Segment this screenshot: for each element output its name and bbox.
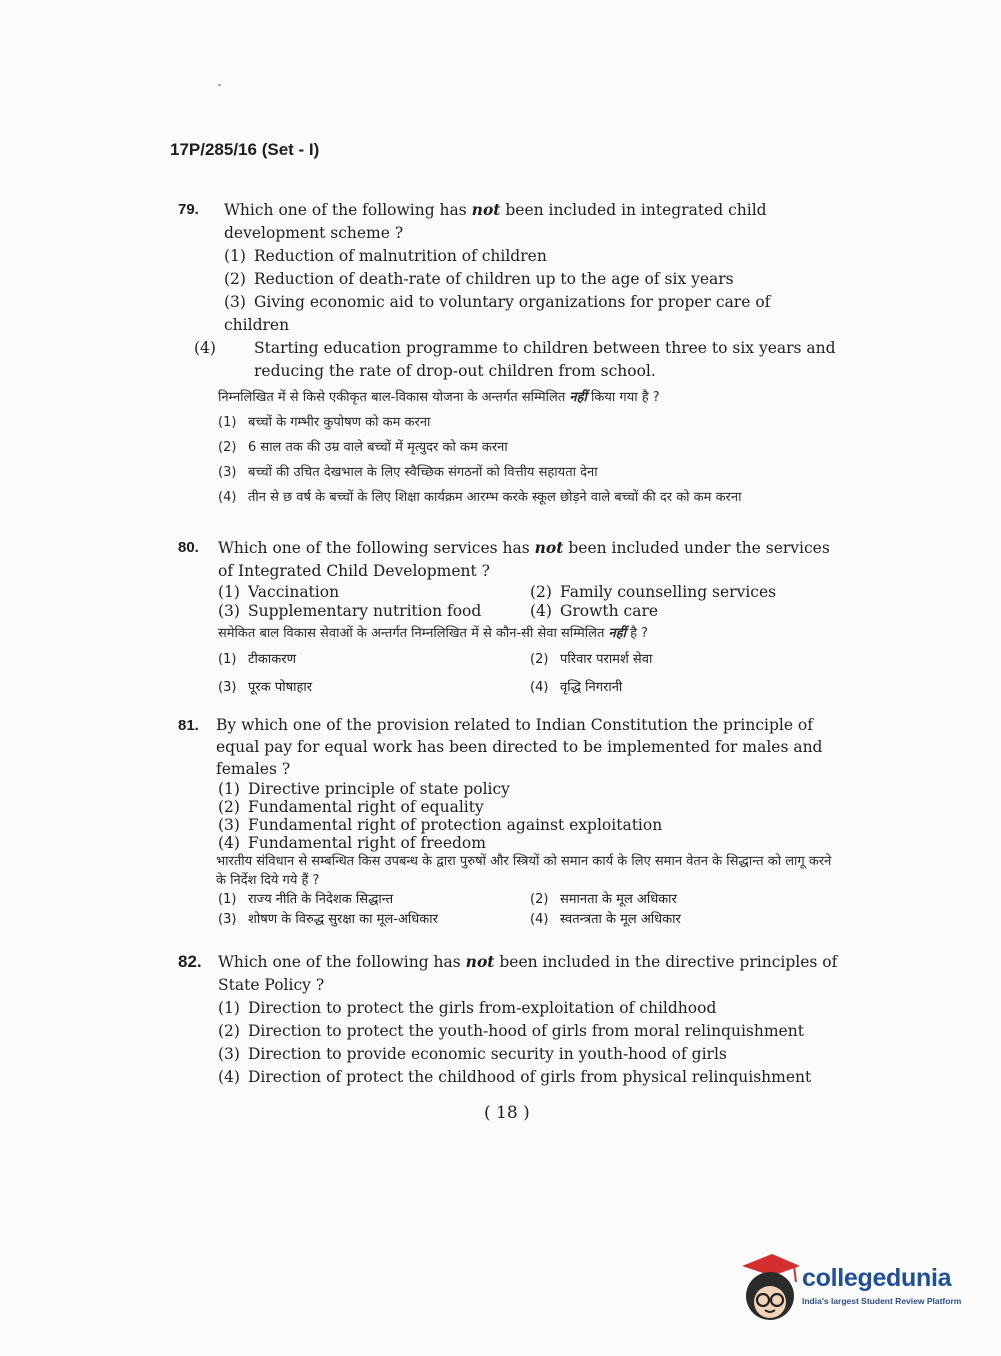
option-3: (3) Fundamental right of protection against exploitation <box>218 816 663 834</box>
options-grid <box>218 583 840 621</box>
scan-mark <box>218 84 221 86</box>
option-4: (4) Starting education programme to children between three to six years and reducing the rate of drop-out children from school. <box>194 339 836 380</box>
hindi-option-2: (2) 6 साल तक की उम्र वाले बच्चों में मृत्युदर को कम करना <box>218 440 508 455</box>
hindi-option-3: (3) बच्चों की उचित देखभाल के लिए स्वैच्छिक संगठनों को वित्तीय सहायता देना <box>218 465 598 480</box>
hindi-option-2: (2) समानता के मूल अधिकार <box>530 892 677 907</box>
hindi-option-1: (1) टीकाकरण <box>218 652 296 667</box>
option-4: (4) Growth care <box>530 602 659 620</box>
option-1: (1) Reduction of malnutrition of children <box>224 247 547 265</box>
hindi-option-2: (2) परिवार परामर्श सेवा <box>530 652 653 667</box>
student-mascot-icon <box>738 1252 802 1332</box>
question-text: By which one of the provision related to Indian Constitution the principle of equal pay for equal work has been directed to be implemented for males and females ? <box>216 716 823 778</box>
hindi-options-grid <box>218 890 840 930</box>
question-number: 81. <box>178 717 199 734</box>
question-number: 79. <box>178 201 199 218</box>
option-1: (1) Vaccination <box>218 583 340 601</box>
question-79 <box>178 198 840 510</box>
option-1: (1) Directive principle of state policy <box>218 780 510 798</box>
option-3: (3) Direction to provide economic security in youth-hood of girls <box>218 1045 727 1063</box>
paper-code: 17P/285/16 (Set - I) <box>170 140 320 159</box>
question-81 <box>178 714 840 930</box>
question-text: Which one of the following has not been included in integrated child development scheme ? <box>224 200 767 242</box>
hindi-question-text: समेकित बाल विकास सेवाओं के अन्तर्गत निम्नलिखित में से कौन-सी सेवा सम्मिलित नहीं है ? <box>218 626 649 641</box>
option-4: (4) Fundamental right of freedom <box>218 834 486 852</box>
collegedunia-logo <box>738 1252 968 1332</box>
hindi-option-4: (4) स्वतन्त्रता के मूल अधिकार <box>530 912 681 927</box>
hindi-question-text: निम्नलिखित में से किसे एकीकृत बाल-विकास योजना के अन्तर्गत सम्मिलित नहीं किया गया है ? <box>218 390 660 405</box>
hindi-question-text: भारतीय संविधान से सम्बन्धित किस उपबन्ध के द्वारा पुरुषों और स्त्रियों को समान कार्य के लिए समान वेतन के सिद्धान्त को लागू करने के निर्देश दिये गये हैं ? <box>216 854 832 888</box>
hindi-option-3: (3) शोषण के विरुद्ध सुरक्षा का मूल-अधिकार <box>218 912 438 927</box>
hindi-option-4: (4) वृद्धि निगरानी <box>530 680 623 695</box>
option-2: (2) Reduction of death-rate of children up to the age of six years <box>224 270 734 288</box>
option-1: (1) Direction to protect the girls from-exploitation of childhood <box>218 999 717 1017</box>
question-number: 80. <box>178 539 199 556</box>
option-3: (3) Giving economic aid to voluntary organizations for proper care of children <box>224 293 771 334</box>
logo-wordmark: collegedunia <box>802 1264 952 1292</box>
option-2: (2) Family counselling services <box>530 583 777 601</box>
hindi-option-1: (1) राज्य नीति के निदेशक सिद्धान्त <box>218 892 394 907</box>
hindi-option-4: (4) तीन से छ वर्ष के बच्चों के लिए शिक्षा कार्यक्रम आरम्भ करके स्कूल छोड़ने वाले बच्चों की दर को कम करना <box>218 490 742 505</box>
page-number: ( 18 ) <box>484 1103 530 1123</box>
question-number: 82. <box>178 952 202 971</box>
question-82 <box>178 950 840 1089</box>
question-80 <box>178 536 840 702</box>
question-text: Which one of the following has not been included in the directive principles of State Policy ? <box>218 952 838 994</box>
question-text: Which one of the following services has not been included under the services of Integrated Child Development ? <box>218 538 830 580</box>
option-2: (2) Direction to protect the youth-hood of girls from moral relinquishment <box>218 1022 804 1040</box>
option-3: (3) Supplementary nutrition food <box>218 602 482 620</box>
hindi-option-1: (1) बच्चों के गम्भीर कुपोषण को कम करना <box>218 415 431 430</box>
option-4: (4) Direction of protect the childhood of girls from physical relinquishment <box>218 1068 812 1086</box>
option-2: (2) Fundamental right of equality <box>218 798 484 816</box>
hindi-options-grid <box>218 646 840 702</box>
logo-tagline: India's largest Student Review Platform <box>802 1296 962 1306</box>
hindi-option-3: (3) पूरक पोषाहार <box>218 680 313 695</box>
